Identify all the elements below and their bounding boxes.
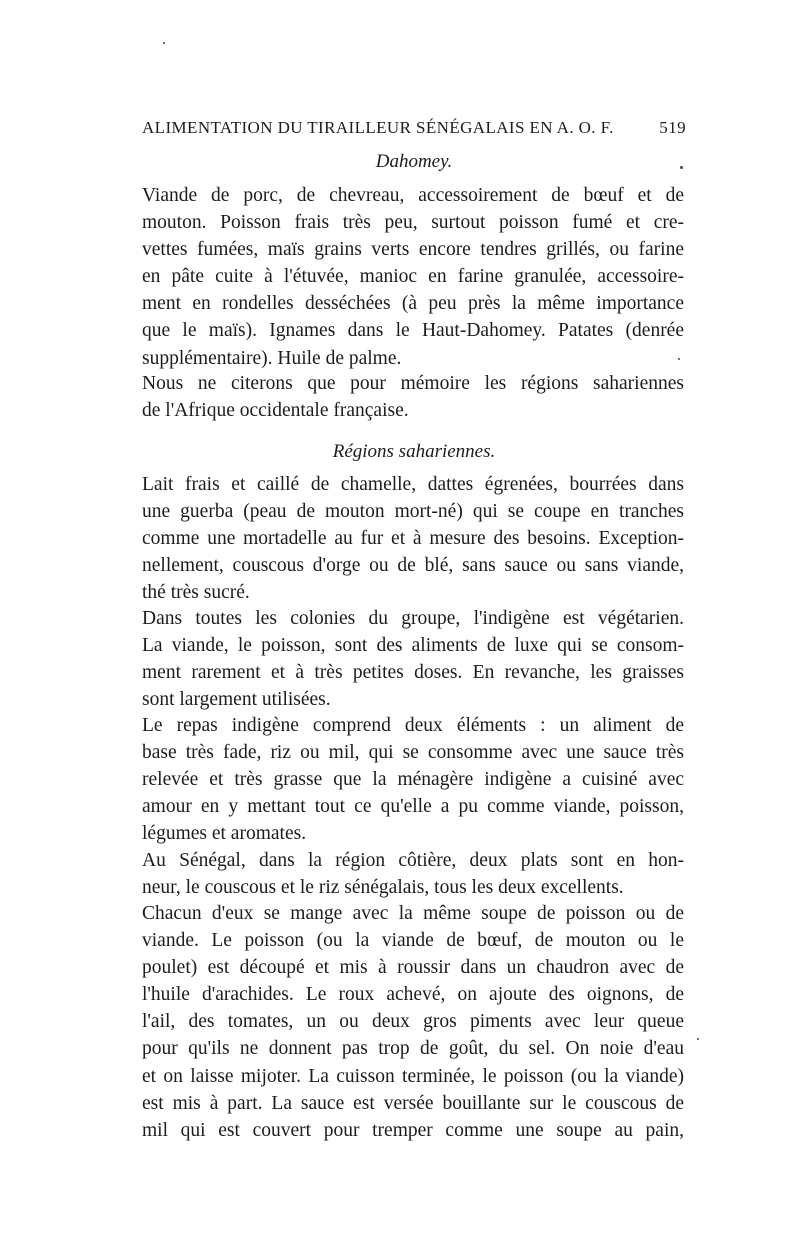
text-line: que le maïs). Ignames dans le Haut-Dahomey. Patates (denrée bbox=[142, 320, 684, 342]
paragraph-saharan-foods bbox=[142, 471, 684, 606]
text-line: en pâte cuite à l'étuvée, manioc en farine granulée, accessoire- bbox=[142, 266, 684, 288]
text-line: pour qu'ils ne donnent pas trop de goût, du sel. On noie d'eau bbox=[142, 1038, 684, 1060]
running-head-title: ALIMENTATION DU TIRAILLEUR SÉNÉGALAIS EN A. O. F. bbox=[142, 118, 614, 137]
text-line: Nous ne citerons que pour mémoire les régions sahariennes bbox=[142, 373, 684, 394]
text-line: mil qui est couvert pour tremper comme une soupe au pain, bbox=[142, 1119, 684, 1141]
scan-speck bbox=[678, 358, 680, 360]
page-number: 519 bbox=[659, 118, 686, 137]
scan-speck bbox=[680, 166, 683, 169]
text-line: poulet) est découpé et mis à roussir dans un chaudron avec de bbox=[142, 957, 684, 979]
scan-speck bbox=[697, 1038, 699, 1040]
text-line: l'huile d'arachides. Le roux achevé, on ajoute des oignons, de bbox=[142, 984, 684, 1006]
text-line: amour en y mettant tout ce qu'elle a pu comme viande, poisson, bbox=[142, 796, 684, 818]
section-heading-dahomey: Dahomey. bbox=[375, 151, 453, 172]
text-line: et on laisse mijoter. La cuisson terminée, le poisson (ou la viande) bbox=[142, 1065, 684, 1087]
paragraph-memoire bbox=[142, 370, 684, 424]
text-line: base très fade, riz ou mil, qui se consomme avec une sauce très bbox=[142, 742, 684, 764]
text-line: de l'Afrique occidentale française. bbox=[142, 400, 409, 422]
text-line: neur, le couscous et le riz sénégalais, tous les deux excellents. bbox=[142, 877, 624, 899]
text-line: vettes fumées, maïs grains verts encore tendres grillés, ou farine bbox=[142, 239, 684, 261]
text-line: Dans toutes les colonies du groupe, l'indigène est végétarien. bbox=[142, 608, 684, 629]
text-line: légumes et aromates. bbox=[142, 823, 307, 845]
text-line: sont largement utilisées. bbox=[142, 689, 331, 711]
paragraph-senegal bbox=[142, 847, 684, 901]
text-line: l'ail, des tomates, un ou deux gros piments avec leur queue bbox=[142, 1011, 684, 1033]
text-line: ment rarement et à très petites doses. En revanche, les graisses bbox=[142, 662, 684, 684]
section-heading-regions-sahariennes: Régions sahariennes. bbox=[332, 441, 496, 462]
paragraph-dahomey-foods bbox=[142, 182, 684, 372]
text-line: viande. Le poisson (ou la viande de bœuf, de mouton ou le bbox=[142, 930, 684, 952]
text-line: mouton. Poisson frais très peu, surtout poisson fumé et cre- bbox=[142, 212, 684, 234]
paragraph-vegetarian bbox=[142, 605, 684, 713]
text-line: Au Sénégal, dans la région côtière, deux plats sont en hon- bbox=[142, 850, 684, 871]
paragraph-repas-indigene bbox=[142, 712, 684, 847]
text-line: comme une mortadelle au fur et à mesure des besoins. Exception- bbox=[142, 528, 684, 550]
text-line: une guerba (peau de mouton mort-né) qui se coupe en tranches bbox=[142, 501, 684, 523]
text-line: Lait frais et caillé de chamelle, dattes égrenées, bourrées dans bbox=[142, 474, 684, 495]
text-line: Le repas indigène comprend deux éléments : un aliment de bbox=[142, 715, 684, 736]
scan-speck bbox=[163, 42, 165, 44]
text-line: nellement, couscous d'orge ou de blé, sans sauce ou sans viande, bbox=[142, 555, 684, 577]
text-line: supplémentaire). Huile de palme. bbox=[142, 347, 402, 369]
text-line: ment en rondelles desséchées (à peu près la même importance bbox=[142, 293, 684, 315]
text-line: Viande de porc, de chevreau, accessoirement de bœuf et de bbox=[142, 185, 684, 206]
text-line: relevée et très grasse que la ménagère indigène a cuisiné avec bbox=[142, 769, 684, 791]
text-line: La viande, le poisson, sont des aliments de luxe qui se consom- bbox=[142, 635, 684, 657]
running-head bbox=[142, 118, 686, 142]
text-line: est mis à part. La sauce est versée bouillante sur le couscous de bbox=[142, 1092, 684, 1114]
paragraph-soupe-recipe bbox=[142, 900, 684, 1144]
text-line: Chacun d'eux se mange avec la même soupe de poisson ou de bbox=[142, 903, 684, 924]
text-line: thé très sucré. bbox=[142, 582, 250, 604]
